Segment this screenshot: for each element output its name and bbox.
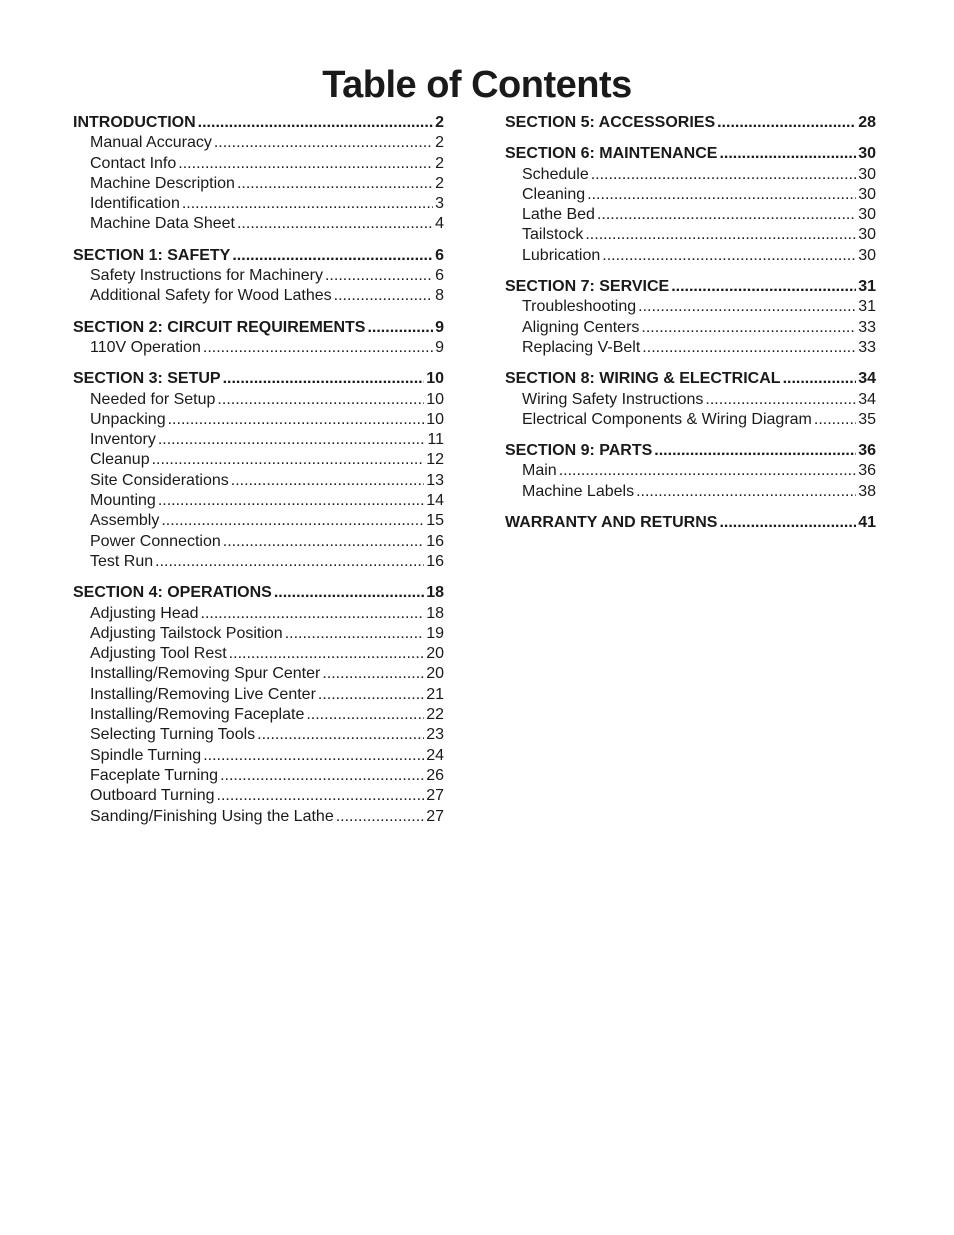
- toc-section-block: [73, 369, 444, 572]
- dot-leader: [602, 246, 856, 266]
- toc-entry-adjusting-tool-rest[interactable]: [73, 644, 444, 664]
- toc-label: Aligning Centers: [522, 318, 640, 336]
- dot-leader: [641, 318, 856, 338]
- toc-label: Safety Instructions for Machinery: [90, 267, 323, 285]
- toc-page-number: 2: [435, 154, 444, 172]
- toc-label: Adjusting Tool Rest: [90, 645, 227, 663]
- toc-label: SECTION 1: SAFETY: [73, 246, 231, 264]
- toc-section-section-5-accessories[interactable]: [505, 113, 876, 133]
- toc-page-number: 41: [858, 514, 876, 532]
- toc-entry-installing-removing-faceplate[interactable]: [73, 705, 444, 725]
- toc-label: Identification: [90, 195, 180, 213]
- toc-page-number: 8: [435, 287, 444, 305]
- toc-label: Adjusting Head: [90, 604, 199, 622]
- toc-label: Assembly: [90, 512, 160, 530]
- toc-section-block: [505, 441, 876, 502]
- toc-entry-sanding-finishing-using-the-lathe[interactable]: [73, 807, 444, 827]
- toc-entry-troubleshooting[interactable]: [505, 297, 876, 317]
- toc-label: Faceplate Turning: [90, 766, 219, 784]
- toc-page-number: 10: [426, 390, 444, 408]
- dot-leader: [161, 511, 424, 531]
- toc-page-number: 18: [426, 584, 444, 602]
- toc-section-block: [73, 318, 444, 359]
- toc-page-number: 20: [426, 665, 444, 683]
- dot-leader: [223, 369, 425, 389]
- toc-label: Machine Data Sheet: [90, 215, 235, 233]
- dot-leader: [636, 482, 856, 502]
- dot-leader: [318, 685, 424, 705]
- toc-page-number: 12: [426, 451, 444, 469]
- toc-section-block: [505, 369, 876, 430]
- toc-entry-aligning-centers[interactable]: [505, 318, 876, 338]
- dot-leader: [198, 113, 433, 133]
- toc-label: Machine Labels: [522, 482, 635, 500]
- toc-label: Installing/Removing Faceplate: [90, 706, 305, 724]
- toc-section-block: [505, 513, 876, 533]
- toc-page-number: 6: [435, 267, 444, 285]
- dot-leader: [654, 441, 856, 461]
- toc-page-number: 10: [426, 410, 444, 428]
- toc-label: Lubrication: [522, 246, 601, 264]
- toc-label: SECTION 6: MAINTENANCE: [505, 145, 718, 163]
- toc-entry-manual-accuracy[interactable]: [73, 133, 444, 153]
- toc-entry-needed-for-setup[interactable]: [73, 390, 444, 410]
- dot-leader: [559, 461, 857, 481]
- toc-section-block: [505, 144, 876, 266]
- toc-label: 110V Operation: [90, 338, 201, 356]
- dot-leader: [587, 185, 856, 205]
- toc-section-section-1-safety[interactable]: [73, 246, 444, 266]
- toc-label: SECTION 2: CIRCUIT REQUIREMENTS: [73, 318, 366, 336]
- toc-entry-inventory[interactable]: [73, 430, 444, 450]
- toc-entry-schedule[interactable]: [505, 165, 876, 185]
- toc-entry-site-considerations[interactable]: [73, 471, 444, 491]
- dot-leader: [217, 786, 425, 806]
- toc-page-number: 35: [858, 410, 876, 428]
- dot-leader: [336, 807, 424, 827]
- dot-leader: [158, 430, 426, 450]
- toc-entry-machine-description[interactable]: [73, 174, 444, 194]
- dot-leader: [232, 246, 433, 266]
- toc-label: Schedule: [522, 165, 589, 183]
- toc-label: Main: [522, 462, 557, 480]
- dot-leader: [325, 266, 433, 286]
- toc-page-number: 2: [435, 114, 444, 131]
- toc-label: Replacing V-Belt: [522, 338, 641, 356]
- toc-section-section-2-circuit-requirements[interactable]: [73, 318, 444, 338]
- toc-label: Sanding/Finishing Using the Lathe: [90, 807, 334, 825]
- toc-entry-outboard-turning[interactable]: [73, 786, 444, 806]
- toc-page-number: 30: [858, 226, 876, 244]
- toc-section-section-4-operations[interactable]: [73, 583, 444, 603]
- toc-label: Additional Safety for Wood Lathes: [90, 287, 332, 305]
- toc-label: Electrical Components & Wiring Diagram: [522, 410, 812, 428]
- toc-section-section-9-parts[interactable]: [505, 441, 876, 461]
- toc-section-section-8-wiring-electrical[interactable]: [505, 369, 876, 389]
- dot-leader: [334, 286, 433, 306]
- toc-page-number: 22: [426, 706, 444, 724]
- toc-page-number: 30: [858, 206, 876, 224]
- toc-label: Outboard Turning: [90, 787, 215, 805]
- dot-leader: [591, 165, 856, 185]
- toc-label: Inventory: [90, 431, 156, 449]
- toc-entry-installing-removing-live-center[interactable]: [73, 685, 444, 705]
- toc-page-number: 24: [426, 746, 444, 764]
- toc-entry-110v-operation[interactable]: [73, 338, 444, 358]
- page-title: Table of Contents: [322, 64, 632, 106]
- toc-label: Mounting: [90, 492, 156, 510]
- dot-leader: [214, 133, 433, 153]
- toc-page-number: 30: [858, 246, 876, 264]
- toc-label: SECTION 5: ACCESSORIES: [505, 114, 716, 131]
- toc-page-number: 28: [858, 114, 876, 131]
- toc-label: Contact Info: [90, 154, 177, 172]
- toc-label: Lathe Bed: [522, 206, 595, 224]
- toc-page-number: 10: [426, 370, 444, 388]
- dot-leader: [229, 644, 425, 664]
- toc-label: SECTION 7: SERVICE: [505, 278, 670, 296]
- toc-page-number: 16: [426, 552, 444, 570]
- toc-label: Tailstock: [522, 226, 584, 244]
- toc-entry-unpacking[interactable]: [73, 410, 444, 430]
- toc-entry-adjusting-head[interactable]: [73, 604, 444, 624]
- toc-label: Needed for Setup: [90, 390, 216, 408]
- toc-label: SECTION 9: PARTS: [505, 442, 653, 460]
- toc-entry-spindle-turning[interactable]: [73, 746, 444, 766]
- toc-page-number: 15: [426, 512, 444, 530]
- toc-label: Troubleshooting: [522, 298, 637, 316]
- dot-leader: [237, 214, 433, 234]
- dot-leader: [285, 624, 425, 644]
- toc-entry-lubrication[interactable]: [505, 246, 876, 266]
- dot-leader: [158, 491, 424, 511]
- toc-label: INTRODUCTION: [73, 114, 196, 131]
- toc-section-section-7-service[interactable]: [505, 277, 876, 297]
- dot-leader: [203, 746, 424, 766]
- toc-label: Manual Accuracy: [90, 134, 212, 152]
- dot-leader: [217, 390, 424, 410]
- toc-page-number: 31: [858, 278, 876, 296]
- dot-leader: [152, 450, 425, 470]
- toc-label: Site Considerations: [90, 471, 229, 489]
- dot-leader: [201, 604, 425, 624]
- toc-label: Installing/Removing Live Center: [90, 685, 316, 703]
- toc-page-number: 26: [426, 766, 444, 784]
- toc-label: Cleanup: [90, 451, 150, 469]
- toc-page-number: 9: [435, 338, 444, 356]
- toc-page-number: 19: [426, 624, 444, 642]
- dot-leader: [168, 410, 425, 430]
- toc-page-number: 20: [426, 645, 444, 663]
- dot-leader: [814, 410, 856, 430]
- toc-page-number: 31: [858, 298, 876, 316]
- dot-leader: [717, 113, 856, 133]
- toc-entry-installing-removing-spur-center[interactable]: [73, 664, 444, 684]
- toc-entry-test-run[interactable]: [73, 552, 444, 572]
- toc-entry-main[interactable]: [505, 461, 876, 481]
- toc-page-number: 30: [858, 145, 876, 163]
- dot-leader: [223, 532, 424, 552]
- toc-label: SECTION 4: OPERATIONS: [73, 584, 272, 602]
- toc-page-number: 33: [858, 338, 876, 356]
- toc-section-section-3-setup[interactable]: [73, 369, 444, 389]
- toc-entry-machine-data-sheet[interactable]: [73, 214, 444, 234]
- toc-section-block: [73, 113, 444, 235]
- toc-page-number: 6: [435, 246, 444, 264]
- toc-label: Cleaning: [522, 185, 586, 203]
- dot-leader: [220, 766, 424, 786]
- toc-entry-mounting[interactable]: [73, 491, 444, 511]
- dot-leader: [178, 154, 433, 174]
- dot-leader: [597, 205, 856, 225]
- toc-entry-cleanup[interactable]: [73, 450, 444, 470]
- dot-leader: [274, 583, 424, 603]
- toc-label: WARRANTY AND RETURNS: [505, 514, 718, 532]
- toc-page-number: 36: [858, 442, 876, 460]
- toc-label: Test Run: [90, 552, 154, 570]
- toc-entry-cleaning[interactable]: [505, 185, 876, 205]
- toc-label: Wiring Safety Instructions: [522, 390, 704, 408]
- toc-entry-faceplate-turning[interactable]: [73, 766, 444, 786]
- dot-leader: [367, 318, 433, 338]
- toc-section-introduction[interactable]: [73, 113, 444, 133]
- toc-label: Unpacking: [90, 410, 166, 428]
- toc-section-section-6-maintenance[interactable]: [505, 144, 876, 164]
- toc-page-number: 34: [858, 370, 876, 388]
- dot-leader: [203, 338, 433, 358]
- toc-page-number: 2: [435, 134, 444, 152]
- toc-section-block: [505, 113, 876, 133]
- toc-entry-assembly[interactable]: [73, 511, 444, 531]
- dot-leader: [306, 705, 424, 725]
- toc-page-number: 18: [426, 604, 444, 622]
- dot-leader: [155, 552, 424, 572]
- toc-entry-additional-safety-for-wood-lathes[interactable]: [73, 286, 444, 306]
- toc-entry-tailstock[interactable]: [505, 225, 876, 245]
- toc-page-number: 16: [426, 532, 444, 550]
- toc-page-number: 4: [435, 215, 444, 233]
- toc-section-block: [505, 277, 876, 358]
- toc-entry-identification[interactable]: [73, 194, 444, 214]
- toc-entry-contact-info[interactable]: [73, 154, 444, 174]
- toc-label: Adjusting Tailstock Position: [90, 624, 283, 642]
- toc-left-column: [73, 113, 444, 838]
- toc-entry-adjusting-tailstock-position[interactable]: [73, 624, 444, 644]
- dot-leader: [182, 194, 433, 214]
- toc-page-number: 38: [858, 482, 876, 500]
- dot-leader: [237, 174, 433, 194]
- toc-label: Machine Description: [90, 174, 235, 192]
- dot-leader: [638, 297, 856, 317]
- toc-section-block: [73, 246, 444, 307]
- toc-label: Selecting Turning Tools: [90, 726, 256, 744]
- dot-leader: [642, 338, 856, 358]
- dot-leader: [719, 513, 856, 533]
- dot-leader: [783, 369, 857, 389]
- toc-page-number: 23: [426, 726, 444, 744]
- toc-page-number: 9: [435, 318, 444, 336]
- dot-leader: [231, 471, 424, 491]
- toc-page-number: 3: [435, 195, 444, 213]
- toc-page-number: 11: [427, 431, 444, 449]
- toc-page-number: 33: [858, 318, 876, 336]
- toc-section-block: [73, 583, 444, 827]
- dot-leader: [719, 144, 856, 164]
- toc-entry-machine-labels[interactable]: [505, 482, 876, 502]
- dot-leader: [585, 225, 856, 245]
- toc-entry-electrical-components-wiring-diagram[interactable]: [505, 410, 876, 430]
- toc-entry-safety-instructions-for-machinery[interactable]: [73, 266, 444, 286]
- toc-page-number: 34: [858, 390, 876, 408]
- toc-entry-wiring-safety-instructions[interactable]: [505, 390, 876, 410]
- dot-leader: [705, 390, 856, 410]
- toc-page-number: 14: [426, 492, 444, 510]
- toc-entry-power-connection[interactable]: [73, 532, 444, 552]
- toc-page-number: 36: [858, 462, 876, 480]
- toc-page-number: 30: [858, 185, 876, 203]
- toc-page-number: 30: [858, 165, 876, 183]
- toc-page-number: 13: [426, 471, 444, 489]
- toc-page-number: 21: [426, 685, 444, 703]
- toc-page-number: 2: [435, 174, 444, 192]
- toc-page-number: 27: [426, 807, 444, 825]
- toc-section-warranty-and-returns[interactable]: [505, 513, 876, 533]
- toc-label: Power Connection: [90, 532, 221, 550]
- toc-entry-lathe-bed[interactable]: [505, 205, 876, 225]
- toc-entry-replacing-v-belt[interactable]: [505, 338, 876, 358]
- toc-label: SECTION 3: SETUP: [73, 370, 221, 388]
- dot-leader: [322, 664, 424, 684]
- toc-label: Spindle Turning: [90, 746, 202, 764]
- toc-page-number: 27: [426, 787, 444, 805]
- toc-entry-selecting-turning-tools[interactable]: [73, 725, 444, 745]
- dot-leader: [671, 277, 856, 297]
- toc-label: SECTION 8: WIRING & ELECTRICAL: [505, 370, 781, 388]
- toc-label: Installing/Removing Spur Center: [90, 665, 321, 683]
- dot-leader: [257, 725, 424, 745]
- toc-right-column: [505, 113, 876, 544]
